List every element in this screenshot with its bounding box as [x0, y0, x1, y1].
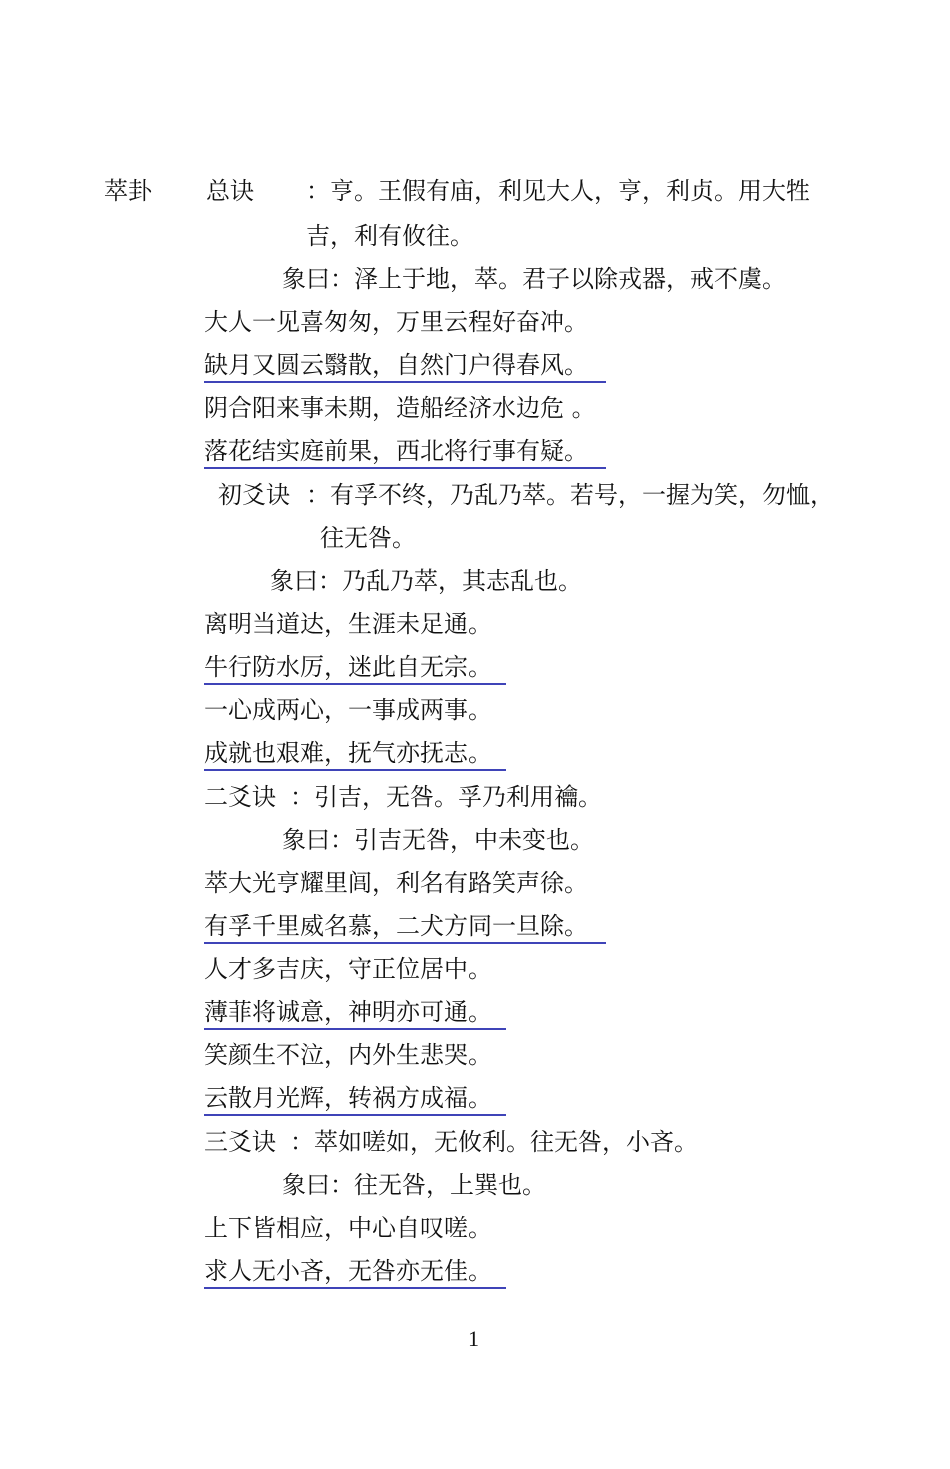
verse-line-underlined: 牛行防水厉，迷此自无宗。 [204, 652, 506, 685]
zongjue-xiang: 象曰：泽上于地，萃。君子以除戎器，戒不虞。 [282, 265, 786, 293]
zongjue-text-line2: 吉，利有攸往。 [306, 222, 474, 250]
yao1-label: 初爻诀 [218, 481, 290, 509]
verse-line-underlined: 缺月又圆云翳散，自然门户得春风。 [204, 350, 606, 383]
verse-line-underlined: 求人无小吝，无咎亦无佳。 [204, 1256, 506, 1289]
yao2-text: ：引吉，无咎。孚乃利用禴。 [290, 783, 602, 811]
verse-line: 人才多吉庆，守正位居中。 [204, 955, 492, 983]
verse-line-underlined: 云散月光辉，转祸方成福。 [204, 1083, 506, 1116]
verse-line: 萃大光亨耀里闾，利名有路笑声徐。 [204, 869, 588, 897]
verse-line-underlined: 落花结实庭前果，西北将行事有疑。 [204, 436, 606, 469]
yao2-xiang: 象曰：引吉无咎，中未变也。 [282, 826, 594, 854]
verse-line: 一心成两心，一事成两事。 [204, 696, 492, 724]
verse-line: 上下皆相应，中心自叹嗟。 [204, 1214, 492, 1242]
verse-line: 离明当道达，生涯未足通。 [204, 610, 492, 638]
yao1-xiang: 象曰：乃乱乃萃，其志乱也。 [270, 567, 582, 595]
verse-line-underlined: 薄菲将诚意，神明亦可通。 [204, 997, 506, 1030]
verse-line-underlined: 有孚千里威名慕，二犬方同一旦除。 [204, 911, 606, 944]
yao3-xiang: 象曰：往无咎，上巽也。 [282, 1171, 546, 1199]
verse-line: 笑颜生不泣，内外生悲哭。 [204, 1041, 492, 1069]
yao1-text-line2: 往无咎。 [320, 524, 416, 552]
zongjue-text-line1: ：亨。王假有庙，利见大人，亨，利贞。用大牲 [306, 177, 810, 205]
hexagram-title: 萃卦 [104, 177, 152, 205]
yao2-label: 二爻诀 [204, 783, 276, 811]
yao3-label: 三爻诀 [204, 1128, 276, 1156]
section-label-zongjue: 总诀 [206, 177, 254, 205]
verse-line-underlined: 成就也艰难，抚气亦抚志。 [204, 738, 506, 771]
verse-line: 阴合阳来事未期，造船经济水边危 。 [204, 394, 596, 422]
verse-line: 大人一见喜匆匆，万里云程好奋冲。 [204, 308, 588, 336]
yao1-text-line1: ：有孚不终，乃乱乃萃。若号，一握为笑，勿恤， [306, 481, 834, 509]
page-number: 1 [468, 1326, 479, 1351]
yao3-text: ：萃如嗟如，无攸利。往无咎，小吝。 [290, 1128, 698, 1156]
